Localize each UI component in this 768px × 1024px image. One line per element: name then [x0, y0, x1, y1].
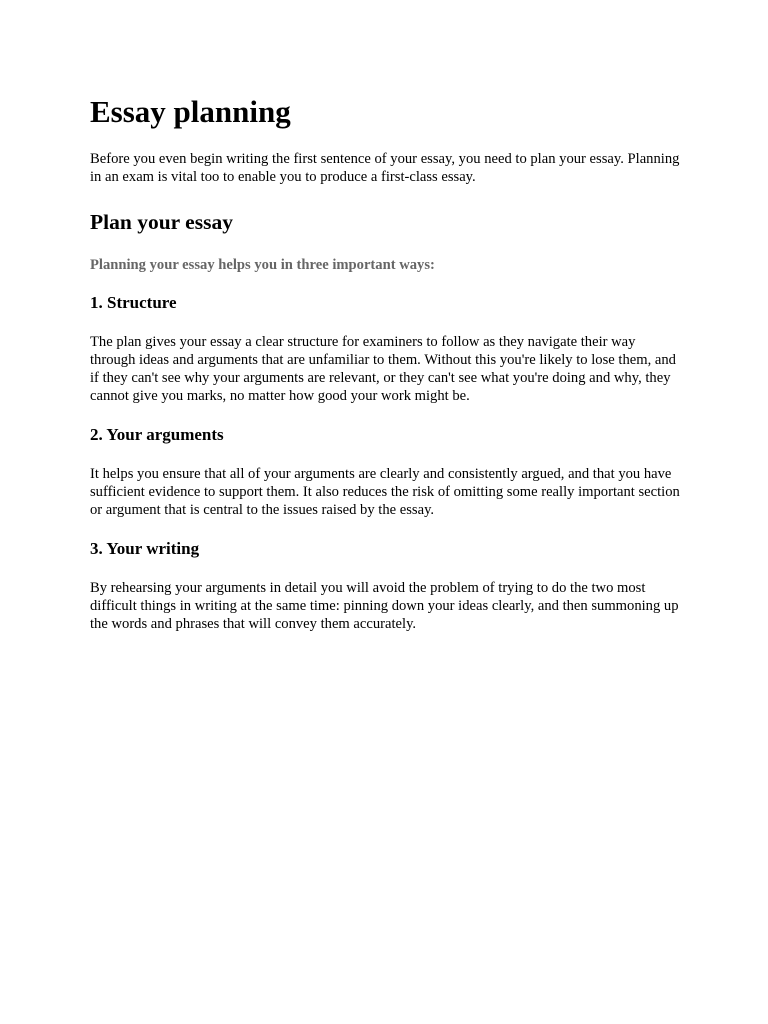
lead-paragraph: Planning your essay helps you in three important ways:	[90, 257, 435, 273]
intro-paragraph: Before you even begin writing the first sentence of your essay, you need to plan your essay. Planning in an exam is vital too to enable you to produce a first-class essay.	[90, 151, 680, 185]
document-page	[90, 92, 680, 652]
point-heading-structure: 1. Structure	[90, 293, 177, 312]
point-text-arguments: It helps you ensure that all of your arguments are clearly and consistently argued, and that you have sufficient evidence to support them. It also reduces the risk of omitting some really important section or argument that is central to the issues raised by the essay.	[90, 466, 680, 518]
point-heading-arguments: 2. Your arguments	[90, 425, 224, 444]
point-heading-writing: 3. Your writing	[90, 539, 200, 558]
point-text-writing: By rehearsing your arguments in detail you will avoid the problem of trying to do the two most difficult things in writing at the same time: pinning down your ideas clearly, and then summoning up the words and phrases that will convey them accurately.	[90, 580, 679, 632]
page-title: Essay planning	[90, 94, 291, 129]
section-heading: Plan your essay	[90, 210, 233, 234]
point-text-structure: The plan gives your essay a clear structure for examiners to follow as they navigate their way through ideas and arguments that are unfamiliar to them. Without this you're likely to lose them, and if they can't see why your arguments are relevant, or they can't see what you're doing and why, they cannot give you marks, no matter how good your work might be.	[90, 334, 676, 404]
